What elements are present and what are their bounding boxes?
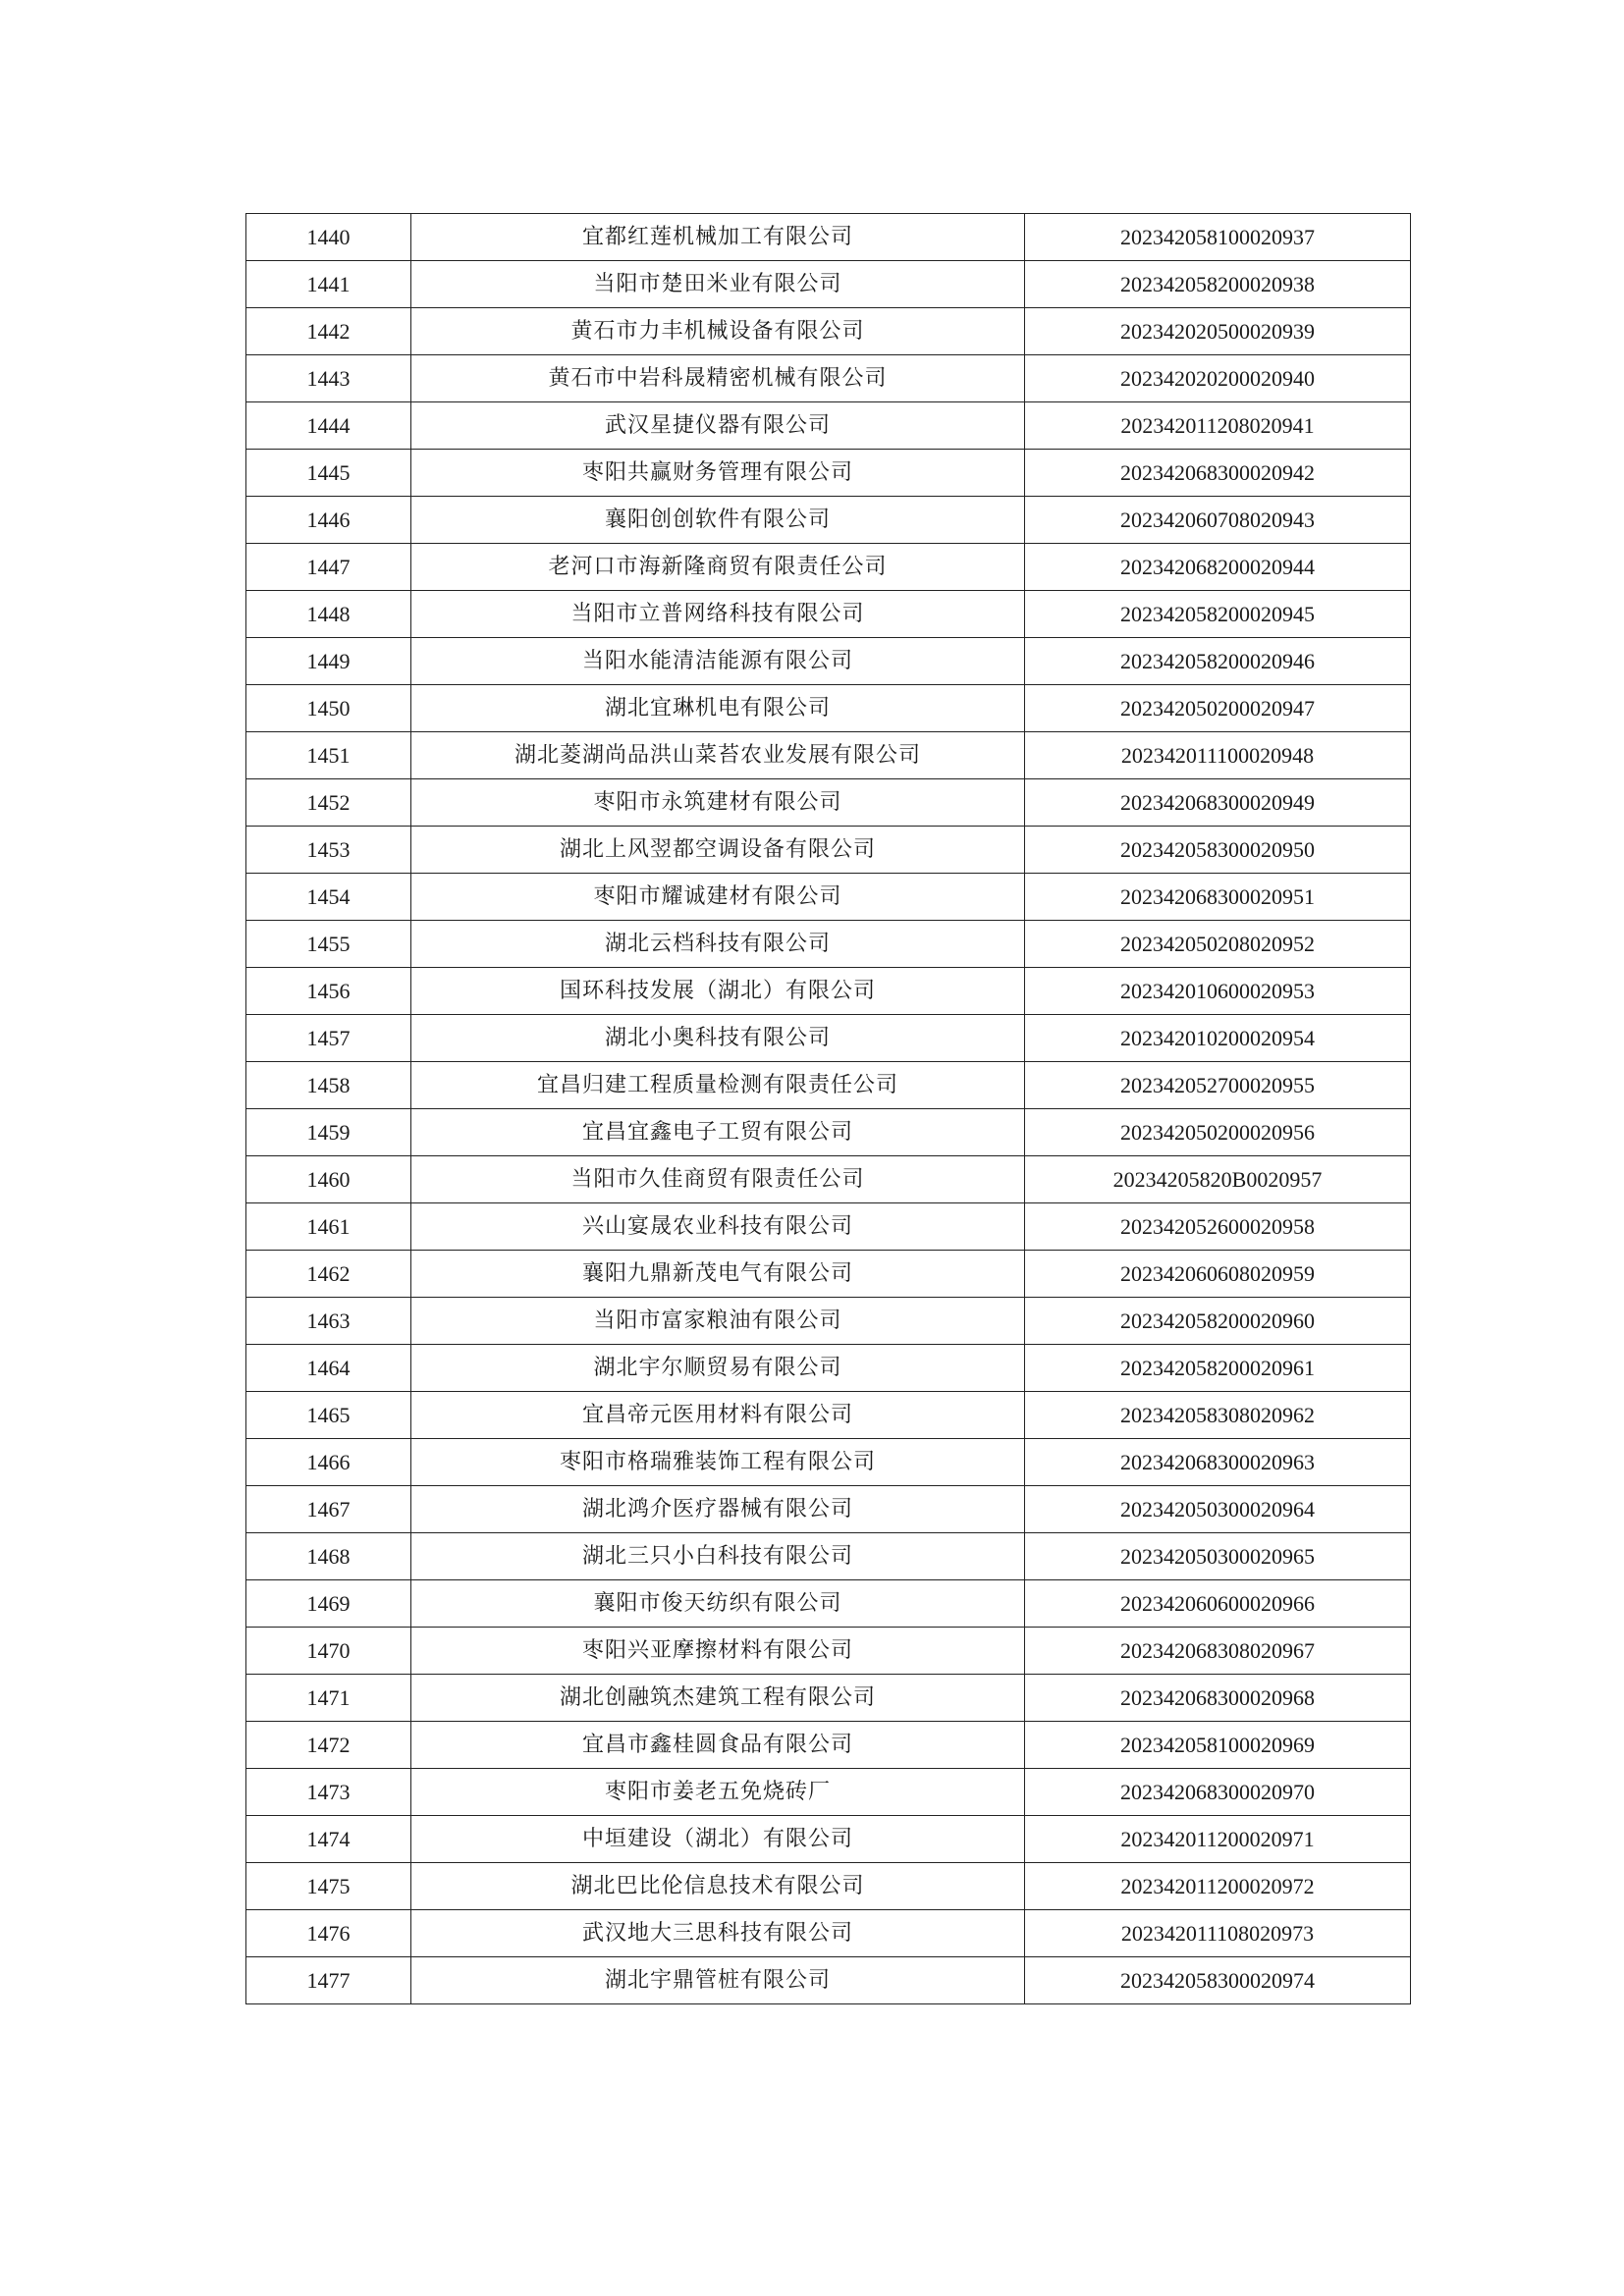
company-name: 枣阳市永筑建材有限公司: [411, 779, 1025, 827]
registration-code: 202342058100020969: [1025, 1722, 1411, 1769]
table-row: [246, 1533, 1411, 1580]
registration-code: 202342058308020962: [1025, 1392, 1411, 1439]
table-row: [246, 402, 1411, 450]
registration-code: 202342068300020942: [1025, 450, 1411, 497]
table-row: [246, 968, 1411, 1015]
row-number: 1441: [246, 261, 411, 308]
registration-code: 202342068300020963: [1025, 1439, 1411, 1486]
table-row: [246, 1675, 1411, 1722]
registration-code: 202342068300020949: [1025, 779, 1411, 827]
table-row: [246, 827, 1411, 874]
row-number: 1461: [246, 1203, 411, 1251]
row-number: 1440: [246, 214, 411, 261]
company-name: 湖北巴比伦信息技术有限公司: [411, 1863, 1025, 1910]
row-number: 1442: [246, 308, 411, 355]
company-name: 当阳市立普网络科技有限公司: [411, 591, 1025, 638]
table-row: [246, 685, 1411, 732]
table-row: [246, 1345, 1411, 1392]
company-name: 湖北宜琳机电有限公司: [411, 685, 1025, 732]
registration-code: 202342068300020951: [1025, 874, 1411, 921]
company-name: 武汉地大三思科技有限公司: [411, 1910, 1025, 1957]
row-number: 1459: [246, 1109, 411, 1156]
company-name: 湖北小奥科技有限公司: [411, 1015, 1025, 1062]
row-number: 1454: [246, 874, 411, 921]
company-name: 湖北创融筑杰建筑工程有限公司: [411, 1675, 1025, 1722]
company-name: 黄石市力丰机械设备有限公司: [411, 308, 1025, 355]
company-name: 湖北三只小白科技有限公司: [411, 1533, 1025, 1580]
registration-code: 202342050200020956: [1025, 1109, 1411, 1156]
row-number: 1472: [246, 1722, 411, 1769]
company-name: 枣阳市姜老五免烧砖厂: [411, 1769, 1025, 1816]
table-row: [246, 261, 1411, 308]
registration-code: 202342052700020955: [1025, 1062, 1411, 1109]
company-name: 湖北宇尔顺贸易有限公司: [411, 1345, 1025, 1392]
registration-code: 202342058300020974: [1025, 1957, 1411, 2004]
table-row: [246, 1109, 1411, 1156]
registration-code: 202342058200020946: [1025, 638, 1411, 685]
company-name: 当阳市富家粮油有限公司: [411, 1298, 1025, 1345]
table-row: [246, 1628, 1411, 1675]
table-row: [246, 1392, 1411, 1439]
company-name: 枣阳市耀诚建材有限公司: [411, 874, 1025, 921]
row-number: 1451: [246, 732, 411, 779]
company-name: 宜都红莲机械加工有限公司: [411, 214, 1025, 261]
row-number: 1462: [246, 1251, 411, 1298]
registration-code: 202342011108020973: [1025, 1910, 1411, 1957]
table-row: [246, 1910, 1411, 1957]
row-number: 1444: [246, 402, 411, 450]
company-name: 湖北菱湖尚品洪山菜苔农业发展有限公司: [411, 732, 1025, 779]
registration-code: 202342020200020940: [1025, 355, 1411, 402]
company-name: 宜昌市鑫桂圆食品有限公司: [411, 1722, 1025, 1769]
company-name: 当阳水能清洁能源有限公司: [411, 638, 1025, 685]
table-row: [246, 591, 1411, 638]
table-row: [246, 1486, 1411, 1533]
registration-code: 202342068300020968: [1025, 1675, 1411, 1722]
table-row: [246, 1439, 1411, 1486]
row-number: 1457: [246, 1015, 411, 1062]
table-row: [246, 921, 1411, 968]
row-number: 1450: [246, 685, 411, 732]
table-row: [246, 1298, 1411, 1345]
registration-code: 202342010600020953: [1025, 968, 1411, 1015]
table-body: [246, 214, 1411, 2004]
company-name: 湖北鸿介医疗器械有限公司: [411, 1486, 1025, 1533]
row-number: 1471: [246, 1675, 411, 1722]
registration-code: 202342050300020965: [1025, 1533, 1411, 1580]
table-row: [246, 355, 1411, 402]
table-row: [246, 450, 1411, 497]
row-number: 1463: [246, 1298, 411, 1345]
company-name: 宜昌帝元医用材料有限公司: [411, 1392, 1025, 1439]
company-name: 湖北宇鼎管桩有限公司: [411, 1957, 1025, 2004]
registration-code: 202342058300020950: [1025, 827, 1411, 874]
registration-code: 202342068300020970: [1025, 1769, 1411, 1816]
company-name: 枣阳兴亚摩擦材料有限公司: [411, 1628, 1025, 1675]
registration-code: 202342068200020944: [1025, 544, 1411, 591]
row-number: 1446: [246, 497, 411, 544]
registration-code: 202342052600020958: [1025, 1203, 1411, 1251]
company-name: 当阳市楚田米业有限公司: [411, 261, 1025, 308]
table-row: [246, 1957, 1411, 2004]
company-name: 宜昌宜鑫电子工贸有限公司: [411, 1109, 1025, 1156]
row-number: 1474: [246, 1816, 411, 1863]
registration-code: 20234205820B0020957: [1025, 1156, 1411, 1203]
table-row: [246, 1580, 1411, 1628]
table-row: [246, 1203, 1411, 1251]
company-name: 襄阳九鼎新茂电气有限公司: [411, 1251, 1025, 1298]
row-number: 1464: [246, 1345, 411, 1392]
row-number: 1470: [246, 1628, 411, 1675]
row-number: 1476: [246, 1910, 411, 1957]
row-number: 1445: [246, 450, 411, 497]
registration-code: 202342011200020971: [1025, 1816, 1411, 1863]
table-row: [246, 779, 1411, 827]
table-row: [246, 544, 1411, 591]
company-name: 襄阳市俊天纺织有限公司: [411, 1580, 1025, 1628]
company-name: 黄石市中岩科晟精密机械有限公司: [411, 355, 1025, 402]
row-number: 1447: [246, 544, 411, 591]
table-row: [246, 638, 1411, 685]
row-number: 1456: [246, 968, 411, 1015]
row-number: 1455: [246, 921, 411, 968]
registration-code: 202342011200020972: [1025, 1863, 1411, 1910]
row-number: 1452: [246, 779, 411, 827]
row-number: 1475: [246, 1863, 411, 1910]
row-number: 1465: [246, 1392, 411, 1439]
table-row: [246, 1251, 1411, 1298]
company-name: 襄阳创创软件有限公司: [411, 497, 1025, 544]
registration-code: 202342050200020947: [1025, 685, 1411, 732]
table-row: [246, 1156, 1411, 1203]
registration-code: 202342060708020943: [1025, 497, 1411, 544]
registration-code: 202342050300020964: [1025, 1486, 1411, 1533]
registration-code: 202342010200020954: [1025, 1015, 1411, 1062]
registration-code: 202342058200020938: [1025, 261, 1411, 308]
company-name: 湖北云档科技有限公司: [411, 921, 1025, 968]
registration-code: 202342058200020961: [1025, 1345, 1411, 1392]
table-row: [246, 497, 1411, 544]
registration-code: 202342058100020937: [1025, 214, 1411, 261]
registration-code: 202342068308020967: [1025, 1628, 1411, 1675]
table-row: [246, 1062, 1411, 1109]
company-name: 宜昌归建工程质量检测有限责任公司: [411, 1062, 1025, 1109]
company-name: 兴山宴晟农业科技有限公司: [411, 1203, 1025, 1251]
registration-code: 202342050208020952: [1025, 921, 1411, 968]
table-row: [246, 1816, 1411, 1863]
company-registry-table: [245, 213, 1411, 2004]
company-name: 国环科技发展（湖北）有限公司: [411, 968, 1025, 1015]
row-number: 1443: [246, 355, 411, 402]
registration-code: 202342058200020960: [1025, 1298, 1411, 1345]
row-number: 1449: [246, 638, 411, 685]
table-row: [246, 874, 1411, 921]
company-name: 武汉星捷仪器有限公司: [411, 402, 1025, 450]
row-number: 1477: [246, 1957, 411, 2004]
row-number: 1453: [246, 827, 411, 874]
row-number: 1466: [246, 1439, 411, 1486]
table-row: [246, 732, 1411, 779]
company-name: 湖北上风翌都空调设备有限公司: [411, 827, 1025, 874]
registration-code: 202342060600020966: [1025, 1580, 1411, 1628]
row-number: 1469: [246, 1580, 411, 1628]
registration-code: 202342011208020941: [1025, 402, 1411, 450]
row-number: 1467: [246, 1486, 411, 1533]
registration-code: 202342011100020948: [1025, 732, 1411, 779]
table-row: [246, 1863, 1411, 1910]
table-row: [246, 1769, 1411, 1816]
row-number: 1468: [246, 1533, 411, 1580]
company-name: 中垣建设（湖北）有限公司: [411, 1816, 1025, 1863]
row-number: 1460: [246, 1156, 411, 1203]
company-name: 当阳市久佳商贸有限责任公司: [411, 1156, 1025, 1203]
table-row: [246, 1015, 1411, 1062]
row-number: 1473: [246, 1769, 411, 1816]
table-row: [246, 1722, 1411, 1769]
table-row: [246, 214, 1411, 261]
company-name: 枣阳市格瑞雅装饰工程有限公司: [411, 1439, 1025, 1486]
company-name: 枣阳共赢财务管理有限公司: [411, 450, 1025, 497]
row-number: 1448: [246, 591, 411, 638]
registration-code: 202342058200020945: [1025, 591, 1411, 638]
table-row: [246, 308, 1411, 355]
row-number: 1458: [246, 1062, 411, 1109]
company-name: 老河口市海新隆商贸有限责任公司: [411, 544, 1025, 591]
registration-code: 202342020500020939: [1025, 308, 1411, 355]
registration-code: 202342060608020959: [1025, 1251, 1411, 1298]
